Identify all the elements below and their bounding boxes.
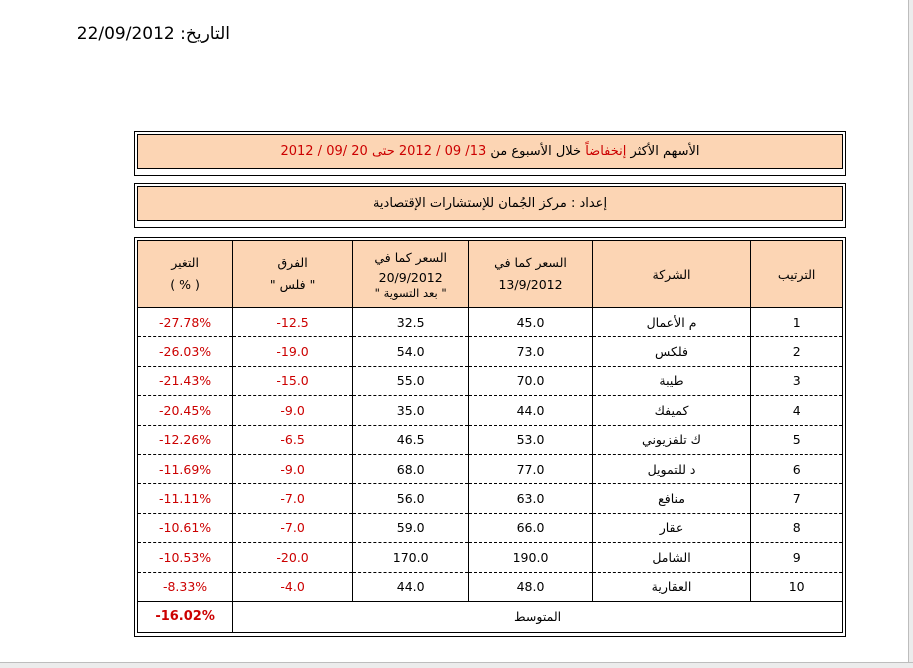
price-13-9-cell: 44.0	[469, 396, 592, 425]
change-cell: -12.26%	[138, 425, 233, 454]
company-cell: كميفك	[592, 396, 751, 425]
date-line	[60, 24, 230, 44]
stocks-table	[137, 240, 843, 633]
price-13-9-cell: 53.0	[469, 425, 592, 454]
price-20-9-cell: 68.0	[353, 454, 469, 483]
table-row	[138, 425, 843, 454]
price-20-9-cell: 170.0	[353, 543, 469, 572]
table-row	[138, 366, 843, 395]
company-cell: العقارية	[592, 572, 751, 601]
rank-cell: 2	[751, 337, 843, 366]
author-banner-inner: إعداد : مركز الجُمان للإستشارات الإقتصادية	[137, 186, 843, 221]
rank-cell: 8	[751, 513, 843, 542]
change-cell: -26.03%	[138, 337, 233, 366]
title-period: 13/ 09 / 2012 حتى 20 /09 / 2012	[280, 144, 487, 159]
diff-cell: -20.0	[233, 543, 353, 572]
change-cell: -11.11%	[138, 484, 233, 513]
header-company: الشركة	[592, 241, 751, 308]
rank-cell: 7	[751, 484, 843, 513]
rank-cell: 9	[751, 543, 843, 572]
company-cell: الشامل	[592, 543, 751, 572]
page-edge	[0, 662, 913, 668]
price-20-9-cell: 59.0	[353, 513, 469, 542]
header-price-13-9: السعر كما في 13/9/2012	[469, 241, 592, 308]
header-change: التغير ( % )	[138, 241, 233, 308]
date-value: 22/09/2012	[76, 24, 175, 44]
average-row	[138, 601, 843, 632]
rank-cell: 6	[751, 454, 843, 483]
table-row	[138, 572, 843, 601]
header-price-20-9: السعر كما في 20/9/2012 " بعد التسوية "	[353, 241, 469, 308]
change-cell: -10.61%	[138, 513, 233, 542]
price-20-9-cell: 46.5	[353, 425, 469, 454]
header-diff: الفرق " فلس "	[233, 241, 353, 308]
company-cell: فلكس	[592, 337, 751, 366]
rank-cell: 3	[751, 366, 843, 395]
title-part2: إنخفاضاً	[585, 144, 627, 159]
company-cell: عقار	[592, 513, 751, 542]
rank-cell: 4	[751, 396, 843, 425]
page-edge	[908, 0, 913, 667]
table-row	[138, 396, 843, 425]
price-20-9-cell: 56.0	[353, 484, 469, 513]
author-banner	[134, 183, 846, 228]
rank-cell: 5	[751, 425, 843, 454]
table-row	[138, 543, 843, 572]
table-row	[138, 513, 843, 542]
change-cell: -21.43%	[138, 366, 233, 395]
title-banner-inner	[137, 134, 843, 169]
table-row	[138, 337, 843, 366]
diff-cell: -9.0	[233, 454, 353, 483]
date-label: التاريخ:	[180, 24, 230, 44]
diff-cell: -9.0	[233, 396, 353, 425]
diff-cell: -15.0	[233, 366, 353, 395]
stocks-table-wrapper	[134, 237, 846, 637]
price-20-9-cell: 55.0	[353, 366, 469, 395]
average-label: المتوسط	[233, 601, 843, 632]
rank-cell: 1	[751, 308, 843, 337]
price-20-9-cell: 35.0	[353, 396, 469, 425]
price-13-9-cell: 66.0	[469, 513, 592, 542]
title-banner	[134, 131, 846, 176]
price-13-9-cell: 190.0	[469, 543, 592, 572]
table-row	[138, 484, 843, 513]
company-cell: طيبة	[592, 366, 751, 395]
change-cell: -8.33%	[138, 572, 233, 601]
diff-cell: -4.0	[233, 572, 353, 601]
price-13-9-cell: 63.0	[469, 484, 592, 513]
diff-cell: -19.0	[233, 337, 353, 366]
change-cell: -10.53%	[138, 543, 233, 572]
table-row	[138, 454, 843, 483]
diff-cell: -7.0	[233, 484, 353, 513]
company-cell: د للتمويل	[592, 454, 751, 483]
price-13-9-cell: 45.0	[469, 308, 592, 337]
table-row	[138, 308, 843, 337]
price-20-9-cell: 54.0	[353, 337, 469, 366]
rank-cell: 10	[751, 572, 843, 601]
price-13-9-cell: 70.0	[469, 366, 592, 395]
title-part3: خلال الأسبوع من	[490, 144, 582, 159]
company-cell: منافع	[592, 484, 751, 513]
price-13-9-cell: 73.0	[469, 337, 592, 366]
diff-cell: -7.0	[233, 513, 353, 542]
price-20-9-cell: 32.5	[353, 308, 469, 337]
diff-cell: -6.5	[233, 425, 353, 454]
company-cell: م الأعمال	[592, 308, 751, 337]
average-value: -16.02%	[138, 601, 233, 632]
change-cell: -11.69%	[138, 454, 233, 483]
price-20-9-cell: 44.0	[353, 572, 469, 601]
price-13-9-cell: 48.0	[469, 572, 592, 601]
header-rank: الترتيب	[751, 241, 843, 308]
change-cell: -27.78%	[138, 308, 233, 337]
company-cell: ك تلفزيوني	[592, 425, 751, 454]
price-13-9-cell: 77.0	[469, 454, 592, 483]
title-part1: الأسهم الأكثر	[630, 144, 700, 159]
table-header-row	[138, 241, 843, 308]
diff-cell: -12.5	[233, 308, 353, 337]
change-cell: -20.45%	[138, 396, 233, 425]
